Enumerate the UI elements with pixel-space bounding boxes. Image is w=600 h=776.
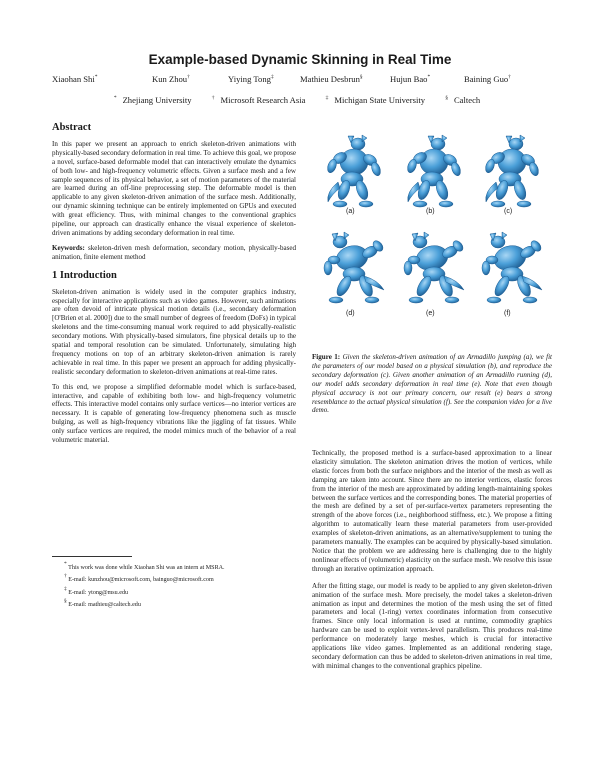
armadillo-image-c: [476, 132, 548, 210]
author: Baining Guo†: [464, 74, 511, 84]
author: Hujun Bao*: [390, 74, 431, 84]
figure-sublabel: (e): [426, 310, 435, 317]
author: Xiaohan Shi*: [52, 74, 98, 84]
armadillo-image-b: [398, 132, 470, 210]
figure-sublabel: (d): [346, 310, 355, 317]
figure-sublabel: (f): [504, 310, 511, 317]
author: Mathieu Desbrun§: [300, 74, 363, 84]
intro-heading: 1 Introduction: [52, 269, 117, 281]
keywords: Keywords: skeleton-driven mesh deformation, secondary motion, physically-based animation, finite element method: [52, 243, 296, 261]
abstract-heading: Abstract: [52, 122, 92, 133]
armadillo-image-e: [396, 230, 468, 308]
armadillo-image-f: [474, 230, 546, 308]
figure-sublabel: (a): [346, 208, 355, 215]
author: Yiying Tong‡: [228, 74, 274, 84]
affiliation: § Caltech: [445, 95, 481, 105]
armadillo-image-d: [316, 230, 388, 308]
footnote: * This work was done while Xiaohan Shi was an intern at MSRA.: [64, 561, 225, 571]
paper-title: Example-based Dynamic Skinning in Real Time: [148, 52, 452, 67]
author-list: [52, 74, 552, 86]
footnote-rule: [52, 556, 132, 557]
intro-paragraph: To this end, we propose a simplified deformable model which is surface-based, interactive, and capable of exhibiting both low- and high-frequency volumetric effects. This interactive model contains only surface vertices—no interior vertices are necessary. It is capable of generating low-frequency phenomena such as muscle bulging, as well as high-frequency vibrations like the jiggling of fat tissues. While only surface vertices are required, the model mimics much of the behavior of a real volumetric material.: [52, 382, 296, 445]
footnote: † E-mail: kunzhou@microsoft.com, bainguo@microsoft.com: [64, 573, 214, 584]
footnote: ‡ E-mail: ytong@msu.edu: [64, 585, 129, 596]
figure-sublabel: (b): [426, 208, 435, 215]
armadillo-image-a: [318, 132, 390, 210]
abstract-text: In this paper we present an approach to enrich skeleton-driven animations with physically-based secondary deformation in real time. To achieve this goal, we propose a novel, surface-based deformable model that can interactively emulate the dynamics of both low- and high-frequency volumetric effects. Given a surface mesh and a few sample sequences of its physical behavior, a set of motion parameters of the material are learned during an off-line preprocessing step. The deformable model is then applicable to any given skeleton-driven animation of the surface mesh. Additionally, our dynamic skinning technique can be entirely implemented on GPUs and executed with great efficiency. Thus, with minimal changes to the conventional graphics pipeline, our approach can drastically enhance the visual experience of skeleton-driven animations by adding secondary deformation in real time.: [52, 139, 296, 237]
footnotes: [52, 556, 296, 609]
affiliation-list: [0, 95, 600, 105]
author: Kun Zhou†: [152, 74, 190, 84]
right-column: [312, 449, 552, 677]
intro-paragraph: Skeleton-driven animation is widely used in the computer graphics industry, especially for interactive applications such as video games. However, such animations are often devoid of intricate physical motion details (i.e., secondary deformation [O'Brien et al. 2000]) due to the small number of degrees of freedom (DoFs) in typical skeletons and the time-consuming manual work required to add physically-realistic secondary motions. With physically-based simulators, fine physical details up to the spatial and temporal resolution can be simulated. Unfortunately, simulating high frequency motions on top of an arbitrary skeleton-driven animation is rarely achievable in real time. In this paper we present an approach for adding physically-realistic secondary deformation to skeleton-driven animations at real-time rates.: [52, 287, 296, 376]
figure-caption: Figure 1: Given the skeleton-driven animation of an Armadillo jumping (a), we fit the parameters of our model based on a physical simulation (b), and reproduce the secondary deformation (c). Given another animation of an Armadillo running (d), our model adds secondary deformation in real time (e). Note that even though physical accuracy is not our primary concern, our result (e) bears a strong resemblance to the actual physical simulation (f). See the companion video for a live demo.: [312, 353, 552, 415]
affiliation: * Zhejiang University: [113, 95, 192, 105]
affiliation: † Microsoft Research Asia: [211, 95, 306, 105]
figure-1: [312, 132, 552, 328]
footnote: § E-mail: mathieu@caltech.edu: [64, 597, 141, 608]
figure-sublabel: (c): [504, 208, 513, 215]
affiliation: ‡ Michigan State University: [325, 95, 426, 105]
body-paragraph: After the fitting stage, our model is ready to be applied to any given skeleton-driven animation of the surface mesh. More precisely, the model takes a skeleton-driven animation as input and determines the motion of the mesh using the set of fitted parameters and local (1-ring) vertex coordinates information from consecutive frames. Since only local information is used at runtime, commodity graphics hardware can be used to exploit vertex-level parallelism. This produces real-time performance on moderately large meshes, which is crucial for interactive applications like video games. Implemented as an additional rendering stage, secondary deformation can thus be added to skeleton-driven animations in real time, with minimal changes to the conventional graphics pipeline.: [312, 581, 552, 670]
body-paragraph: Technically, the proposed method is a surface-based approximation to a linear elasticity simulation. The skeleton animation drives the motion of vertices, while elastic forces from both the surface neighbors and the interior of the mesh as well as damping are taken into account. Since there are no interior vertices, elastic forces from the interior of the mesh are approximated by adding length-maintaining spokes between the surface vertices and the corresponding bones. The material properties of the mesh are defined by a set of per-surface-vertex parameters representing the strength of the above forces (i.e., neighborhood stiffness, etc.). We propose a fitting algorithm to automatically learn these material parameters from user-provided examples of skeleton-driven animations, as an alternative/supplement to tuning the parameters manually. The examples can be acquired by physically-based simulation. Notice that the problem we are addressing here is challenging due to the highly nonlinear effects of (volumetric) elasticity on the surface mesh. We resolve this issue through an iterative optimization approach.: [312, 449, 552, 573]
left-column: [52, 124, 296, 451]
